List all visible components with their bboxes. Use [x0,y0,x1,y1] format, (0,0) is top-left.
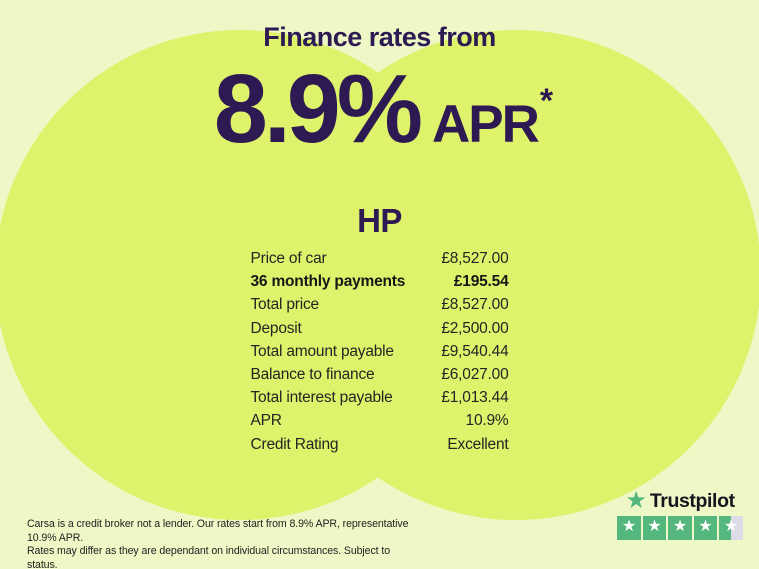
star-icon: ★ [647,517,662,535]
row-label: Balance to finance [250,365,375,383]
row-value: £195.54 [453,273,509,291]
table-row [251,363,509,386]
row-label: Total interest payable [250,389,393,407]
star-box-1 [617,516,641,540]
star-box-5-half [719,516,743,540]
rate-headline [8,54,759,163]
star-icon: ★ [723,517,739,535]
product-title-hp: HP [357,202,402,239]
rate-unit: APR [431,95,538,154]
row-value: £9,540.44 [441,342,509,360]
rate-value: 8.9% [213,54,419,163]
table-row [251,293,509,316]
row-value: £1,013.44 [441,389,509,407]
footnote-asterisk: * [539,82,554,120]
row-label: Credit Rating [250,435,339,453]
table-row [251,270,509,293]
trustpilot-star-icon: ★ [625,487,647,514]
trustpilot-brand-text: Trustpilot [649,489,735,512]
trustpilot-rating-stars [617,516,743,540]
table-row [251,317,509,340]
star-icon: ★ [672,517,688,535]
trustpilot-widget[interactable] [612,489,748,540]
row-label: Deposit [250,319,302,337]
legal-disclaimer [27,518,417,569]
table-row [251,433,509,456]
row-label: 36 monthly payments [250,273,406,291]
row-value: £6,027.00 [441,365,509,383]
disclaimer-line-2: Rates may differ as they are dependant on individual circumstances. Subject to status. [27,545,390,569]
row-label: Total amount payable [250,342,394,360]
finance-table [251,247,509,456]
disclaimer-line-1: Carsa is a credit broker not a lender. Our rates start from 8.9% APR, representative 10.9% APR. [27,518,409,544]
table-row [251,409,509,432]
row-value: 10.9% [465,412,509,430]
table-row [251,247,509,270]
row-value: £8,527.00 [441,296,509,314]
finance-rates-title: Finance rates from [263,22,496,52]
row-label: Price of car [250,250,327,267]
star-box-4 [694,516,718,540]
row-value: Excellent [447,435,509,453]
table-row [251,386,509,409]
star-icon: ★ [698,517,713,535]
star-box-2 [643,516,667,540]
star-box-3 [668,516,692,540]
row-label: Total price [250,296,319,314]
table-row [251,340,509,363]
star-icon: ★ [621,517,637,535]
row-label: APR [250,412,282,430]
row-value: £8,527.00 [441,250,509,267]
trustpilot-logo [625,489,734,513]
row-value: £2,500.00 [441,319,509,337]
